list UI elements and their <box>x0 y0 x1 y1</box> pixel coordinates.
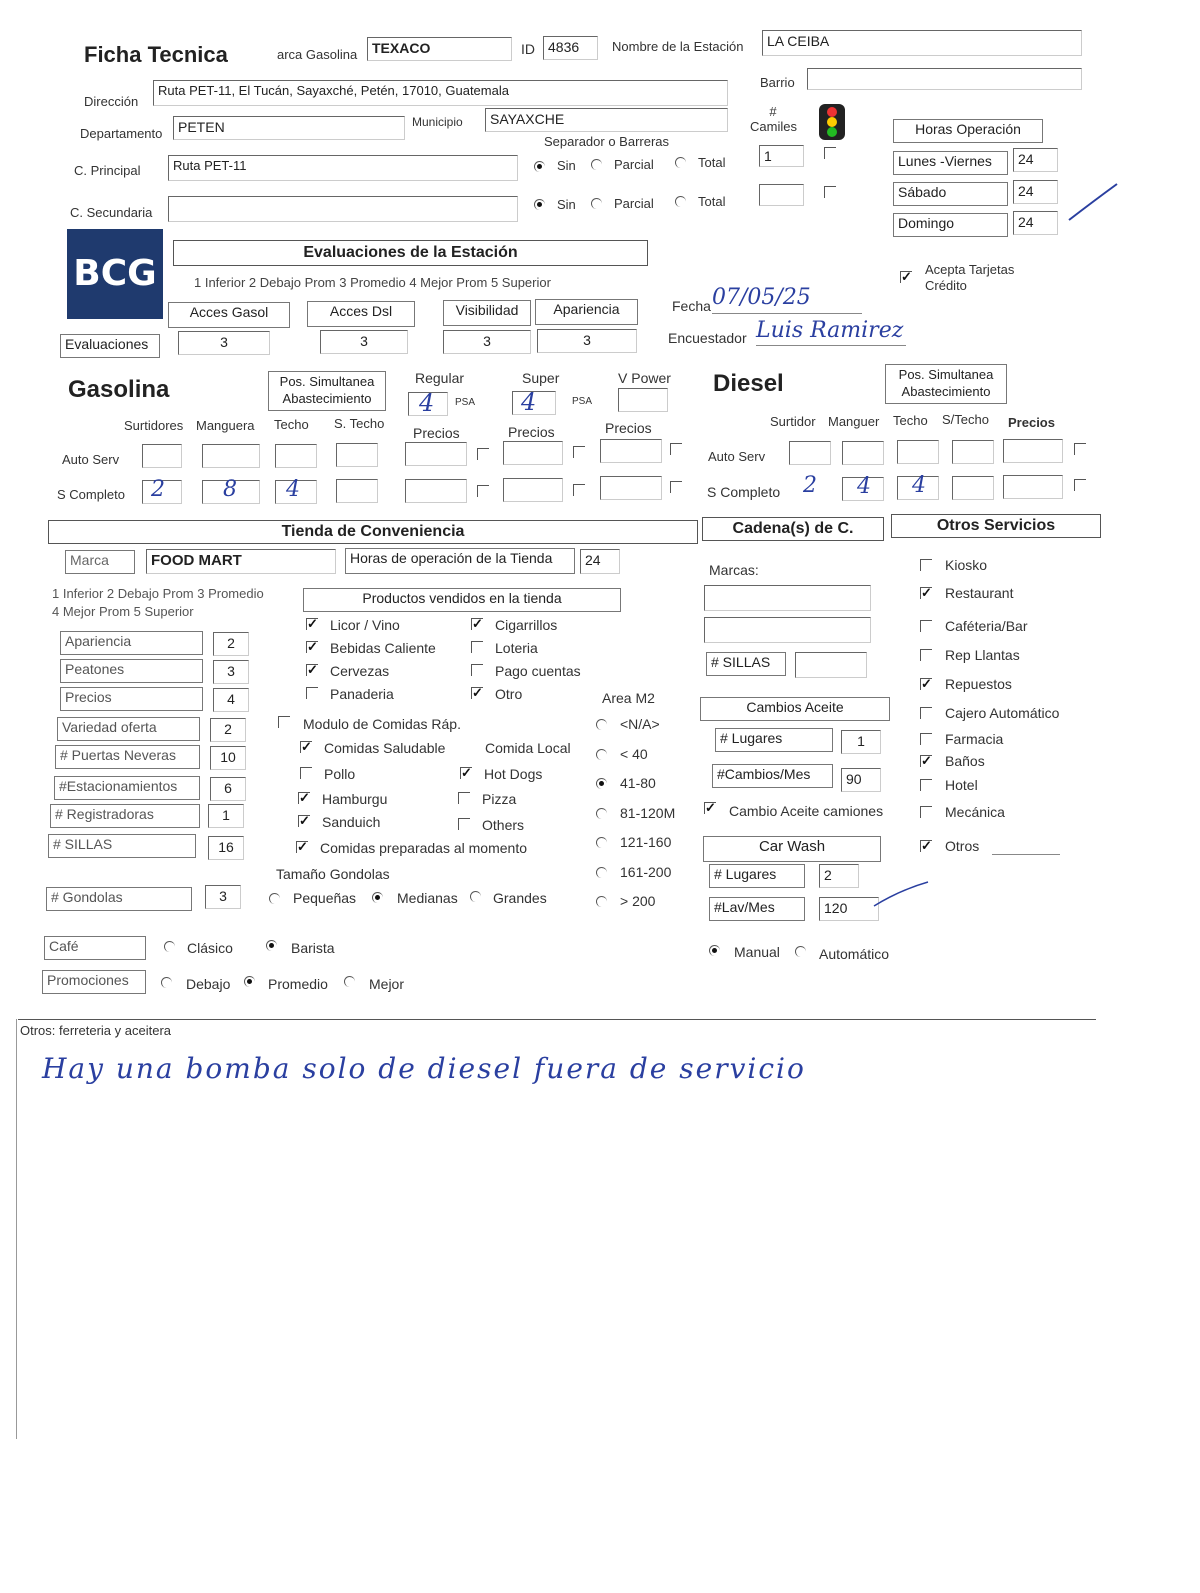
cadena-sillas-field[interactable] <box>795 652 867 678</box>
tienda-marca-field[interactable]: FOOD MART <box>146 549 336 574</box>
aceite-cambios-field[interactable]: 90 <box>841 768 881 792</box>
area-option-label: 161-200 <box>620 863 672 880</box>
gas-scompleto-label: S Completo <box>57 487 125 502</box>
area-option-label: 81-120M <box>620 804 676 821</box>
metric-peatones-label: Peatones <box>60 659 203 683</box>
dsl-as-manguer[interactable] <box>842 441 884 465</box>
area-radio[interactable] <box>596 719 607 730</box>
producto-label: Cervezas <box>330 663 390 679</box>
servicio-label: Rep Llantas <box>945 647 1020 663</box>
producto-label: Pago cuentas <box>495 663 581 679</box>
gas-as-stecho[interactable] <box>336 443 378 467</box>
metric-apariencia-label: Apariencia <box>60 631 203 655</box>
horas-sab-field[interactable]: 24 <box>1013 180 1058 204</box>
gas-col-techo: Techo <box>274 417 309 432</box>
id-field[interactable]: 4836 <box>543 36 598 60</box>
sep2-parcial-label: Parcial <box>614 196 654 211</box>
servicio-checkbox[interactable] <box>920 559 932 571</box>
encuestador-line <box>756 345 906 346</box>
tamano-pequenas-label: Pequeñas <box>293 890 357 906</box>
gas-as-precio-2[interactable] <box>503 441 563 465</box>
metric-neveras-label: # Puertas Neveras <box>55 745 200 769</box>
carwash-lugares-label: # Lugares <box>709 864 805 888</box>
gas-sc-techo-value: 4 <box>286 477 300 502</box>
comida-checkbox[interactable] <box>298 792 310 804</box>
comida-label: Pizza <box>482 791 517 807</box>
promo-debajo-radio[interactable] <box>161 977 172 988</box>
comida-local-label: Comida Local <box>485 740 571 756</box>
tienda-scale-2: 4 Mejor Prom 5 Superior <box>52 604 194 619</box>
gondolas-label: # Gondolas <box>46 887 192 911</box>
tienda-marca-label: Marca <box>65 550 135 574</box>
producto-label: Bebidas Caliente <box>330 640 436 656</box>
aceite-lugares-field[interactable]: 1 <box>841 730 881 754</box>
dsl-col-stecho: S/Techo <box>942 412 989 427</box>
horas-lv-field[interactable]: 24 <box>1013 148 1058 172</box>
direccion-field[interactable]: Ruta PET-11, El Tucán, Sayaxché, Petén, 17010, Guatemala <box>153 80 728 106</box>
gas-col-surtidores: Surtidores <box>124 418 184 433</box>
dsl-sc-techo[interactable] <box>897 473 939 500</box>
metric-registradoras-field[interactable]: 1 <box>208 804 244 828</box>
carwash-manual-radio[interactable] <box>709 945 720 956</box>
metric-neveras-field[interactable]: 10 <box>210 746 246 770</box>
gas-sc-precio-1-cb[interactable] <box>477 485 489 497</box>
metric-peatones-field[interactable]: 3 <box>213 660 249 684</box>
producto-label: Otro <box>495 686 523 702</box>
nombre-label: Nombre de la Estación <box>612 39 744 54</box>
comida-label: Comidas Saludable <box>324 740 446 756</box>
gas-sc-techo[interactable] <box>275 477 317 504</box>
depto-label: Departamento <box>80 126 163 141</box>
dsl-col-techo: Techo <box>893 413 928 428</box>
id-label: ID <box>521 41 535 57</box>
horas-dom-field[interactable]: 24 <box>1013 211 1058 235</box>
producto-checkbox[interactable] <box>471 641 483 653</box>
carwash-lav-label: #Lav/Mes <box>709 897 805 921</box>
sep2-parcial-radio[interactable] <box>591 198 602 209</box>
gas-as-precio-3[interactable] <box>600 439 662 463</box>
dsl-as-precio-cb[interactable] <box>1074 443 1086 455</box>
dsl-col-surtidor: Surtidor <box>770 414 816 429</box>
comida-label: Others <box>482 817 525 833</box>
dsl-as-surtidor[interactable] <box>789 441 831 465</box>
modulo-checkbox[interactable] <box>278 716 290 728</box>
sep1-sin-label: Sin <box>557 158 576 173</box>
diesel-title: Diesel <box>713 370 784 397</box>
metric-estacionamientos-field[interactable]: 6 <box>210 777 246 801</box>
gas-as-precio-1[interactable] <box>405 442 467 466</box>
sep2-sin-label: Sin <box>557 197 576 212</box>
servicio-checkbox[interactable] <box>920 587 932 599</box>
notas-left-border <box>16 1019 17 1439</box>
metric-sillas-field[interactable]: 16 <box>208 836 244 860</box>
producto-checkbox[interactable] <box>471 618 483 630</box>
tienda-horas-field[interactable]: 24 <box>580 549 620 574</box>
vpower-label: V Power <box>618 370 671 386</box>
servicio-label: Restaurant <box>945 585 1014 601</box>
dsl-col-precios: Precios <box>1008 415 1055 430</box>
carwash-lav-field[interactable]: 120 <box>819 897 879 921</box>
gas-as-techo[interactable] <box>275 444 317 468</box>
eval-acces-gasol-field[interactable]: 3 <box>178 331 270 355</box>
metric-precios-field[interactable]: 4 <box>213 688 249 712</box>
servicio-label: Farmacia <box>945 731 1004 747</box>
gas-as-precio-1-cb[interactable] <box>477 448 489 460</box>
promo-promedio-radio[interactable] <box>244 976 255 987</box>
gas-sc-manguera[interactable] <box>202 477 260 504</box>
tienda-scale-1: 1 Inferior 2 Debajo Prom 3 Promedio <box>52 586 264 601</box>
metric-apariencia-field[interactable]: 2 <box>213 632 249 656</box>
producto-checkbox[interactable] <box>306 687 318 699</box>
area-radio[interactable] <box>596 837 607 848</box>
tarjetas-label: Acepta Tarjetas Crédito <box>925 262 1015 293</box>
servicio-checkbox[interactable] <box>920 733 932 745</box>
servicio-label: Kiosko <box>945 557 988 573</box>
sep1-total-radio[interactable] <box>675 157 686 168</box>
tienda-horas-label: Horas de operación de la Tienda <box>345 548 575 574</box>
carwash-auto-radio[interactable] <box>795 946 806 957</box>
marca-label: arca Gasolina <box>277 47 358 62</box>
gas-precios-1: Precios <box>413 425 460 441</box>
dsl-sc-precio[interactable] <box>1003 475 1063 499</box>
eval-acces-gasol-label: Acces Gasol <box>168 302 290 328</box>
servicio-checkbox[interactable] <box>920 779 932 791</box>
pen-check-mark <box>1065 180 1120 225</box>
gas-sc-precio-3-cb[interactable] <box>670 481 682 493</box>
evaluaciones-scale: 1 Inferior 2 Debajo Prom 3 Promedio 4 Mejor Prom 5 Superior <box>194 275 551 290</box>
producto-checkbox[interactable] <box>471 664 483 676</box>
eval-visibilidad-label: Visibilidad <box>443 300 531 326</box>
gasolina-title: Gasolina <box>68 376 170 403</box>
horas-sab-label: Sábado <box>893 182 1008 206</box>
gas-sc-manguera-value: 8 <box>223 477 237 502</box>
gas-as-precio-3-cb[interactable] <box>670 443 682 455</box>
sep2-sin-radio[interactable] <box>534 199 545 210</box>
notas-divider <box>18 1019 1096 1020</box>
depto-field[interactable]: PETEN <box>173 116 405 140</box>
evaluaciones-title: Evaluaciones de la Estación <box>173 240 648 266</box>
dsl-sc-surtidor-value: 2 <box>803 473 817 498</box>
tamano-grandes-radio[interactable] <box>470 891 481 902</box>
servicio-checkbox[interactable] <box>920 707 932 719</box>
camiles-field-2[interactable] <box>759 184 804 206</box>
servicio-checkbox[interactable] <box>920 649 932 661</box>
tienda-title: Tienda de Conveniencia <box>48 520 698 544</box>
comida-label: Comidas preparadas al momento <box>320 840 527 856</box>
page-title: Ficha Tecnica <box>84 42 228 67</box>
bcg-logo: BCG <box>67 229 163 319</box>
cadena-sillas-label: # SILLAS <box>706 652 786 676</box>
cadena-title: Cadena(s) de C. <box>702 517 884 541</box>
cprincipal-label: C. Principal <box>74 163 141 178</box>
regular-value: 4 <box>419 389 435 417</box>
barrio-label: Barrio <box>760 75 795 90</box>
metric-precios-label: Precios <box>60 687 203 711</box>
servicio-checkbox[interactable] <box>920 840 932 852</box>
marcas-label: Marcas: <box>709 562 759 578</box>
municipio-label: Municipio <box>412 115 463 129</box>
super-label: Super <box>522 370 560 386</box>
producto-label: Licor / Vino <box>330 617 400 633</box>
super-field[interactable] <box>512 388 556 416</box>
tarjetas-checkbox[interactable] <box>900 271 912 283</box>
comida-checkbox[interactable] <box>300 741 312 753</box>
producto-label: Loteria <box>495 640 538 656</box>
gasolina-pos-label: Pos. Simultanea Abastecimiento <box>268 371 386 411</box>
tamano-medianas-radio[interactable] <box>372 892 383 903</box>
promo-mejor-radio[interactable] <box>344 976 355 987</box>
fecha-label: Fecha <box>672 298 711 314</box>
dsl-sc-manguer[interactable] <box>842 474 884 501</box>
gas-autoserv-label: Auto Serv <box>62 452 120 467</box>
gas-col-manguera: Manguera <box>196 418 255 433</box>
aceite-lugares-label: # Lugares <box>715 728 833 752</box>
dsl-as-precio[interactable] <box>1003 439 1063 463</box>
servicio-label: Hotel <box>945 777 978 793</box>
producto-checkbox[interactable] <box>306 664 318 676</box>
marcas-field-2[interactable] <box>704 617 871 643</box>
gas-sc-precio-1[interactable] <box>405 479 467 503</box>
metric-variedad-label: Variedad oferta <box>57 717 200 741</box>
area-radio[interactable] <box>596 867 607 878</box>
cafe-label: Café <box>44 936 146 960</box>
productos-title: Productos vendidos en la tienda <box>303 588 621 612</box>
area-option-label: <N/A> <box>620 716 660 732</box>
csecundaria-field[interactable] <box>168 196 518 222</box>
dsl-scompleto-label: S Completo <box>707 484 781 500</box>
marca-field[interactable]: TEXACO <box>367 37 512 61</box>
promo-promedio-label: Promedio <box>268 976 328 992</box>
gas-sc-precio-3[interactable] <box>600 476 662 500</box>
servicio-label: Repuestos <box>945 676 1012 692</box>
producto-label: Cigarrillos <box>495 617 558 633</box>
direccion-label: Dirección <box>84 94 139 109</box>
comida-checkbox[interactable] <box>300 767 312 779</box>
camiles-checkbox-2[interactable] <box>824 186 836 198</box>
traffic-light-icon <box>819 104 845 140</box>
dsl-autoserv-label: Auto Serv <box>708 449 766 464</box>
eval-acces-dsl-field[interactable]: 3 <box>320 330 408 354</box>
cafe-clasico-radio[interactable] <box>164 941 175 952</box>
area-option-label: 121-160 <box>620 834 672 850</box>
horas-lv-label: Lunes -Viernes <box>893 151 1008 175</box>
encuestador-label: Encuestador <box>668 330 747 346</box>
comida-label: Hamburgu <box>322 791 388 807</box>
comida-checkbox[interactable] <box>460 767 472 779</box>
gas-as-manguera[interactable] <box>202 444 260 468</box>
cafe-barista-radio[interactable] <box>266 940 277 951</box>
otros-title: Otros Servicios <box>891 514 1101 538</box>
sep1-parcial-label: Parcial <box>614 157 654 172</box>
eval-apariencia-field[interactable]: 3 <box>537 329 637 353</box>
vpower-field[interactable] <box>618 388 668 412</box>
modulo-label: Modulo de Comidas Ráp. <box>303 716 461 732</box>
eval-apariencia-label: Apariencia <box>535 299 638 325</box>
tamano-grandes-label: Grandes <box>493 890 547 906</box>
camiles-label: # Camiles <box>750 104 797 134</box>
area-option-label: 41-80 <box>620 775 656 791</box>
servicio-label: Cajero Automático <box>945 705 1060 721</box>
comida-checkbox[interactable] <box>298 815 310 827</box>
area-option-label: < 40 <box>620 745 648 762</box>
gas-sc-precio-2-cb[interactable] <box>573 484 585 496</box>
servicio-label: Otros <box>945 838 980 854</box>
producto-checkbox[interactable] <box>306 618 318 630</box>
promo-label: Promociones <box>42 970 146 994</box>
tamano-label: Tamaño Gondolas <box>276 866 390 882</box>
camiles-checkbox[interactable] <box>824 147 836 159</box>
tamano-pequenas-radio[interactable] <box>269 893 280 904</box>
area-label: Area M2 <box>602 690 655 706</box>
dsl-sc-stecho[interactable] <box>952 476 994 500</box>
area-radio[interactable] <box>596 778 607 789</box>
gas-sc-stecho[interactable] <box>336 479 378 503</box>
servicio-label: Caféteria/Bar <box>945 618 1028 634</box>
csecundaria-label: C. Secundaria <box>70 205 153 220</box>
servicio-checkbox[interactable] <box>920 806 932 818</box>
cafe-barista-label: Barista <box>291 940 335 956</box>
regular-psa: PSA <box>455 397 476 408</box>
notas-handwritten[interactable]: Hay una bomba solo de diesel fuera de servicio <box>42 1052 806 1085</box>
sep1-total-label: Total <box>698 155 726 170</box>
carwash-auto-label: Automático <box>819 946 890 962</box>
gas-as-surtidores[interactable] <box>142 444 182 468</box>
pen-check-mark-2 <box>872 880 932 910</box>
dsl-sc-manguer-value: 4 <box>857 474 871 499</box>
promo-debajo-label: Debajo <box>186 976 231 992</box>
sep2-total-radio[interactable] <box>675 196 686 207</box>
gondolas-field[interactable]: 3 <box>205 885 241 909</box>
gas-precios-3: Precios <box>605 420 652 436</box>
metric-registradoras-label: # Registradoras <box>50 804 200 828</box>
carwash-lugares-field[interactable]: 2 <box>819 864 859 888</box>
area-radio[interactable] <box>596 749 607 760</box>
servicio-label: Baños <box>945 753 985 769</box>
sep1-parcial-radio[interactable] <box>591 159 602 170</box>
metric-estacionamientos-label: #Estacionamientos <box>54 776 200 800</box>
promo-mejor-label: Mejor <box>369 976 405 992</box>
municipio-field[interactable]: SAYAXCHE <box>485 108 728 132</box>
camiones-label: Cambio Aceite camiones <box>729 803 884 819</box>
tamano-medianas-label: Medianas <box>397 890 458 906</box>
separador-label: Separador o Barreras <box>544 134 670 149</box>
comida-label: Hot Dogs <box>484 766 543 782</box>
super-psa: PSA <box>572 396 593 407</box>
area-radio[interactable] <box>596 896 607 907</box>
dsl-col-manguer: Manguer <box>828 414 880 429</box>
dsl-as-techo[interactable] <box>897 440 939 464</box>
carwash-title: Car Wash <box>703 836 881 862</box>
gas-sc-surtidores[interactable] <box>142 477 182 504</box>
metric-variedad-field[interactable]: 2 <box>210 718 246 742</box>
regular-field[interactable] <box>408 389 448 417</box>
servicio-checkbox[interactable] <box>920 620 932 632</box>
servicio-checkbox[interactable] <box>920 755 932 767</box>
eval-acces-dsl-label: Acces Dsl <box>307 301 415 327</box>
comida-checkbox[interactable] <box>296 841 308 853</box>
horas-dom-label: Domingo <box>893 213 1008 237</box>
gas-sc-precio-2[interactable] <box>503 478 563 502</box>
gas-as-precio-2-cb[interactable] <box>573 446 585 458</box>
otros-other-line <box>992 854 1060 855</box>
producto-label: Panaderia <box>330 686 394 702</box>
carwash-manual-label: Manual <box>734 944 780 960</box>
servicio-checkbox[interactable] <box>920 678 932 690</box>
metric-sillas-label: # SILLAS <box>48 834 196 858</box>
regular-label: Regular <box>415 370 465 386</box>
camiones-checkbox[interactable] <box>704 802 716 814</box>
area-option-label: > 200 <box>620 893 656 909</box>
nombre-field[interactable]: LA CEIBA <box>762 30 1082 56</box>
comida-label: Sanduich <box>322 814 381 830</box>
dsl-as-stecho[interactable] <box>952 440 994 464</box>
fecha-value[interactable]: 07/05/25 <box>712 285 811 310</box>
area-radio[interactable] <box>596 808 607 819</box>
comida-checkbox[interactable] <box>458 818 470 830</box>
evaluaciones-side-label: Evaluaciones <box>60 334 160 358</box>
cprincipal-field[interactable]: Ruta PET-11 <box>168 155 518 181</box>
gas-precios-2: Precios <box>508 424 555 440</box>
encuestador-value[interactable]: Luis Ramirez <box>756 318 904 343</box>
aceite-title: Cambios Aceite <box>700 697 890 721</box>
marcas-field-1[interactable] <box>704 585 871 611</box>
servicio-label: Mecánica <box>945 804 1005 820</box>
sep1-sin-radio[interactable] <box>534 161 545 172</box>
eval-visibilidad-field[interactable]: 3 <box>443 330 531 354</box>
comida-label: Pollo <box>324 766 356 782</box>
cafe-clasico-label: Clásico <box>187 940 233 956</box>
gas-col-stecho: S. Techo <box>334 416 385 431</box>
producto-checkbox[interactable] <box>471 687 483 699</box>
diesel-pos-label: Pos. Simultanea Abastecimiento <box>885 364 1007 404</box>
horas-title: Horas Operación <box>893 119 1043 143</box>
sep2-total-label: Total <box>698 194 726 209</box>
notas-label: Otros: ferreteria y aceitera <box>20 1023 171 1038</box>
dsl-sc-surtidor[interactable] <box>789 473 831 501</box>
gas-sc-surtidores-value: 2 <box>151 477 165 502</box>
producto-checkbox[interactable] <box>306 641 318 653</box>
dsl-sc-techo-value: 4 <box>912 473 926 498</box>
super-value: 4 <box>521 388 537 416</box>
dsl-sc-precio-cb[interactable] <box>1074 479 1086 491</box>
comida-checkbox[interactable] <box>458 792 470 804</box>
aceite-cambios-label: #Cambios/Mes <box>712 764 833 788</box>
barrio-field[interactable] <box>807 68 1082 90</box>
camiles-field[interactable]: 1 <box>759 145 804 167</box>
fecha-line <box>712 313 862 314</box>
